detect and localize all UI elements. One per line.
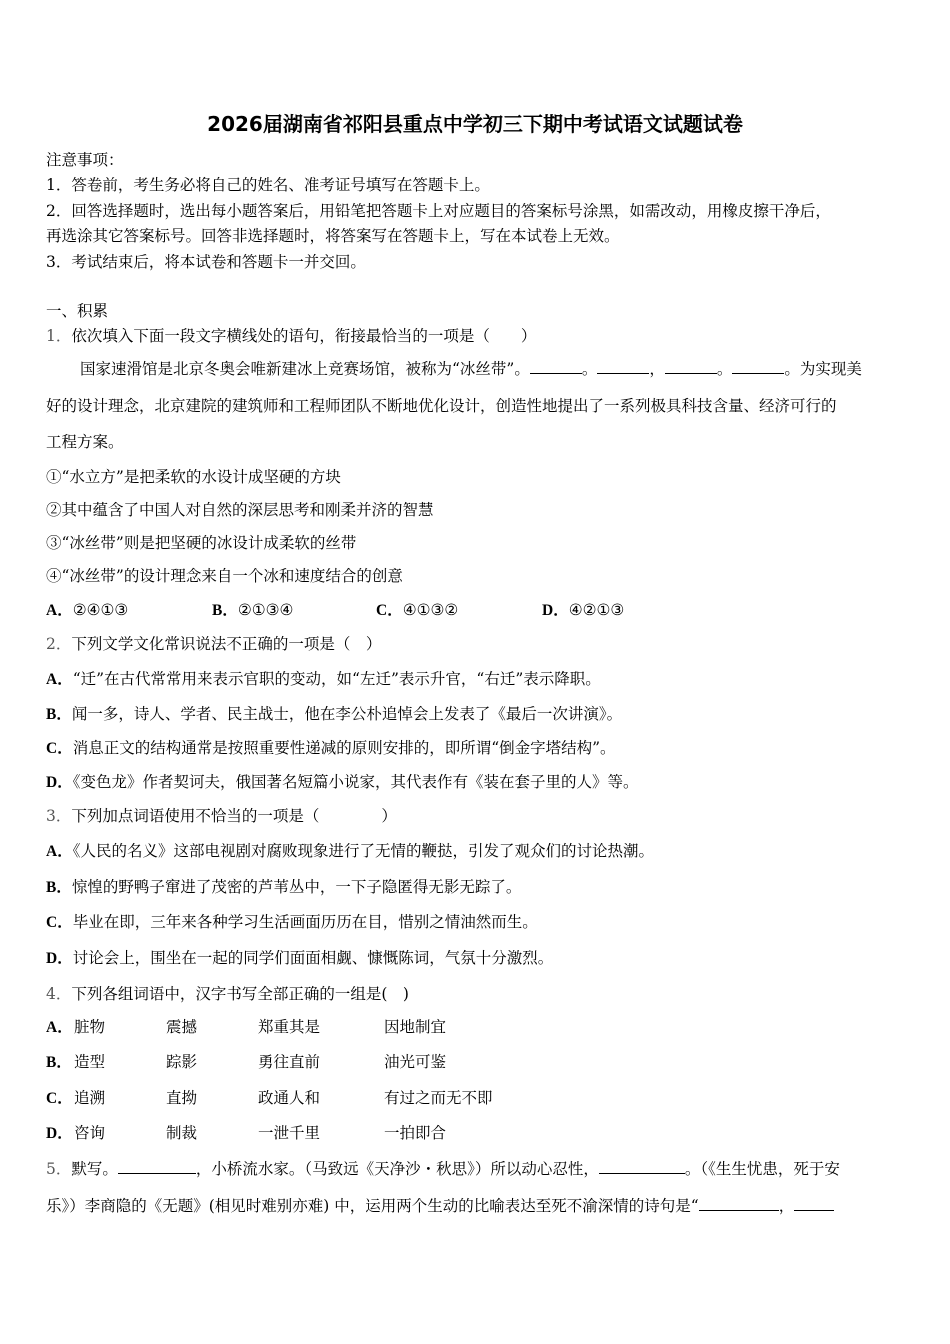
option-d[interactable]: D．④②①③ bbox=[542, 601, 625, 619]
passage-line bbox=[80, 359, 862, 379]
passage-line: 工程方案。 bbox=[46, 433, 124, 451]
option-d[interactable]: D． 咨询 制裁 一泄千里 一拍即合 bbox=[46, 1124, 447, 1142]
page-title: 2026届湖南省祁阳县重点中学初三下期中考试语文试题试卷 bbox=[207, 112, 743, 136]
option-c[interactable]: C．消息正文的结构通常是按照重要性递减的原则安排的，即所谓“倒金字塔结构”。 bbox=[46, 739, 616, 757]
option-c[interactable]: C． 追溯 直拗 政通人和 有过之而无不即 bbox=[46, 1089, 493, 1107]
question-1 bbox=[46, 326, 536, 346]
option-b[interactable]: B． 造型 踪影 勇往直前 油光可鉴 bbox=[46, 1053, 447, 1071]
section-heading: 一、积累 bbox=[46, 302, 109, 320]
passage-line: 好的设计理念，北京建院的建筑师和工程师团队不断地优化设计，创造性地提出了一系列极具科技含量、经济可行的 bbox=[46, 397, 837, 415]
passage-text: 国家速滑馆是北京冬奥会唯新建冰上竞赛场馆，被称为“冰丝带”。 bbox=[80, 360, 530, 378]
question-5 bbox=[46, 1159, 840, 1179]
question-2 bbox=[46, 634, 381, 654]
question-number: 1． bbox=[46, 327, 72, 345]
notice-item: 再选涂其它答案标号。回答非选择题时，将答案写在答题卡上，写在本试卷上无效。 bbox=[46, 227, 620, 245]
answer-blank[interactable] bbox=[530, 359, 582, 374]
notice-item: 3．考试结束后，将本试卷和答题卡一并交回。 bbox=[46, 253, 366, 271]
answer-blank[interactable] bbox=[732, 359, 784, 374]
answer-blank[interactable] bbox=[118, 1159, 196, 1174]
question-text: 默写。 bbox=[71, 1160, 118, 1178]
sentence-item: ②其中蕴含了中国人对自然的深层思考和刚柔并济的智慧 bbox=[46, 501, 434, 519]
question-text: ，小桥流水家。（马致远《天净沙・秋思》）所以动心忍性， bbox=[195, 1160, 599, 1178]
sentence-item: ④“冰丝带”的设计理念来自一个冰和速度结合的创意 bbox=[46, 567, 403, 585]
question-number: 4． bbox=[46, 985, 72, 1003]
question-stem: 下列文学文化常识说法不正确的一项是（ ） bbox=[71, 635, 382, 653]
option-d[interactable]: D．《变色龙》作者契诃夫，俄国著名短篇小说家，其代表作有《装在套子里的人》等。 bbox=[46, 773, 639, 791]
answer-blank[interactable] bbox=[665, 359, 717, 374]
punct: 。 bbox=[716, 360, 733, 378]
question-number: 2． bbox=[46, 635, 72, 653]
answer-blank[interactable] bbox=[597, 359, 649, 374]
option-b[interactable]: B．②①③④ bbox=[212, 601, 294, 619]
question-stem: 下列加点词语使用不恰当的一项是（ ） bbox=[71, 807, 397, 825]
punct: ， bbox=[778, 1197, 795, 1215]
sentence-item: ①“水立方”是把柔软的水设计成坚硬的方块 bbox=[46, 468, 341, 486]
option-a[interactable]: A．②④①③ bbox=[46, 601, 129, 619]
option-b[interactable]: B．闻一多，诗人、学者、民主战士，他在李公朴追悼会上发表了《最后一次讲演》。 bbox=[46, 705, 623, 723]
question-text: 乐》）李商隐的《无题》(相见时难别亦难) 中，运用两个生动的比喻表达至死不渝深情的诗句是“ bbox=[46, 1197, 699, 1215]
question-4 bbox=[46, 984, 409, 1004]
sentence-item: ③“冰丝带”则是把坚硬的冰设计成柔软的丝带 bbox=[46, 534, 357, 552]
answer-blank[interactable] bbox=[699, 1196, 779, 1211]
notice-item: 2．回答选择题时，选出每小题答案后，用铅笔把答题卡上对应题目的答案标号涂黑，如需改动，用橡皮擦干净后， bbox=[46, 202, 831, 220]
option-a[interactable]: A．“迁”在古代常常用来表示官职的变动，如“左迁”表示升官，“右迁”表示降职。 bbox=[46, 670, 601, 688]
passage-text: 。为实现美 bbox=[784, 360, 862, 378]
notice-heading: 注意事项： bbox=[46, 151, 124, 169]
option-c[interactable]: C．毕业在即，三年来各种学习生活画面历历在目，惜别之情油然而生。 bbox=[46, 913, 538, 931]
answer-blank[interactable] bbox=[599, 1159, 685, 1174]
question-3 bbox=[46, 806, 397, 826]
option-a[interactable]: A． 脏物 震撼 郑重其是 因地制宜 bbox=[46, 1018, 447, 1036]
answer-blank[interactable] bbox=[794, 1196, 834, 1211]
notice-item: 1．答卷前，考生务必将自己的姓名、准考证号填写在答题卡上。 bbox=[46, 176, 490, 194]
option-c[interactable]: C．④①③② bbox=[376, 601, 459, 619]
option-a[interactable]: A．《人民的名义》这部电视剧对腐败现象进行了无情的鞭挞，引发了观众们的讨论热潮。 bbox=[46, 842, 654, 860]
question-number: 3． bbox=[46, 807, 72, 825]
option-d[interactable]: D．讨论会上，围坐在一起的同学们面面相觑、慷慨陈词，气氛十分激烈。 bbox=[46, 949, 554, 967]
question-text: 。（《生生忧患，死于安 bbox=[684, 1160, 840, 1178]
option-b[interactable]: B．惊惶的野鸭子窜进了茂密的芦苇丛中，一下子隐匿得无影无踪了。 bbox=[46, 878, 522, 896]
punct: ， bbox=[649, 360, 665, 378]
question-stem: 下列各组词语中，汉字书写全部正确的一组是( ) bbox=[71, 985, 409, 1003]
question-stem: 依次填入下面一段文字横线处的语句，衔接最恰当的一项是（ ） bbox=[71, 327, 537, 345]
question-number: 5． bbox=[46, 1160, 72, 1178]
punct: 。 bbox=[581, 360, 598, 378]
question-5-cont bbox=[46, 1196, 834, 1216]
